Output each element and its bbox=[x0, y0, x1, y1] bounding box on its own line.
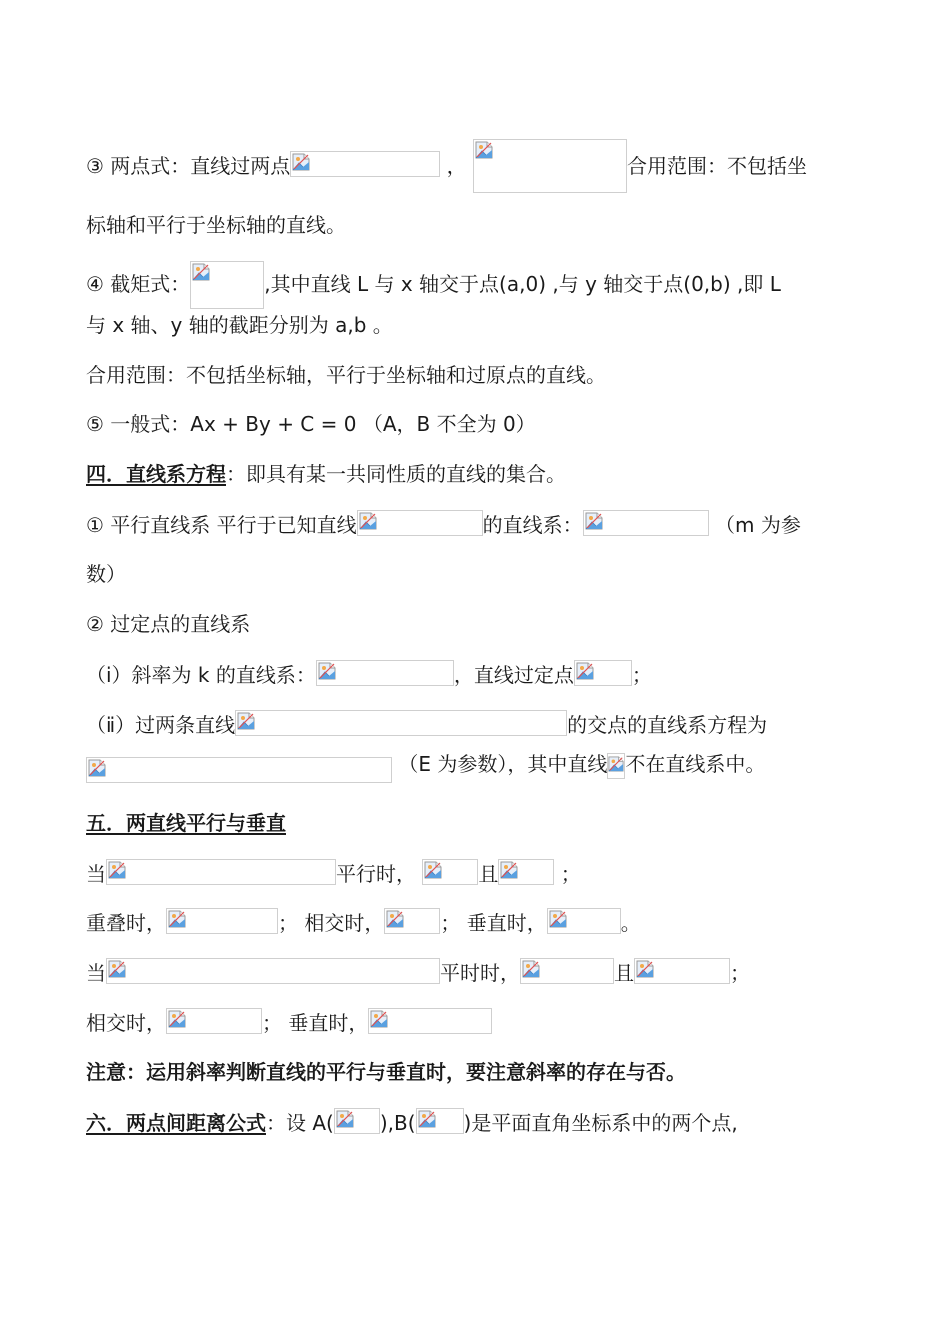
formula-image-12 bbox=[422, 859, 478, 885]
formula-image-19 bbox=[634, 958, 730, 984]
section-4-heading bbox=[86, 460, 864, 488]
period: 。 bbox=[620, 911, 641, 935]
slope-system-prefix: （ⅰ）斜率为 k 的直线系： bbox=[86, 663, 316, 687]
slope-system-end: ； bbox=[631, 663, 652, 687]
broken-image-icon bbox=[576, 662, 594, 680]
broken-image-icon bbox=[549, 910, 567, 928]
section-4-rest: ：即具有某一共同性质的直线的集合。 bbox=[226, 462, 566, 486]
broken-image-icon bbox=[108, 960, 126, 978]
broken-image-icon bbox=[370, 1010, 388, 1028]
broken-image-icon bbox=[522, 960, 540, 978]
formula-image-14 bbox=[166, 908, 278, 934]
intercept-cont: 与 x 轴、y 轴的截距分别为 a,b 。 bbox=[86, 313, 393, 337]
formula-image-6 bbox=[316, 660, 454, 686]
formula-image-5 bbox=[583, 510, 709, 536]
formula-image-23 bbox=[416, 1108, 464, 1134]
formula-image-2 bbox=[473, 139, 627, 193]
slope-system-line bbox=[86, 660, 864, 689]
parallel-system-suffix: （m 为参 bbox=[715, 513, 801, 537]
perpendicular-label: 垂直时， bbox=[466, 911, 547, 935]
intercept-prefix: ④ 截矩式： bbox=[86, 272, 191, 296]
distance-formula-line bbox=[86, 1108, 864, 1137]
note-text: 注意：运用斜率判断直线的平行与垂直时，要注意斜率的存在与否。 bbox=[86, 1060, 686, 1084]
parallel-system-prefix: ① 平行直线系 平行于已知直线 bbox=[86, 513, 357, 537]
semicolon: ； bbox=[730, 961, 750, 985]
broken-image-icon bbox=[318, 662, 336, 680]
semicolon: ； bbox=[440, 911, 461, 935]
broken-image-icon bbox=[636, 960, 654, 978]
parallel-label: 平行时， bbox=[336, 862, 416, 886]
formula-image-8 bbox=[235, 710, 567, 736]
section-4-title: 四．直线系方程 bbox=[86, 462, 226, 486]
broken-image-icon bbox=[500, 861, 518, 879]
two-point-line bbox=[86, 139, 864, 193]
intercept-range: 合用范围：不包括坐标轴，平行于坐标轴和过原点的直线。 bbox=[86, 363, 606, 387]
two-lines-end: 不在直线系中。 bbox=[625, 752, 766, 776]
broken-image-icon bbox=[292, 153, 310, 171]
broken-image-icon bbox=[359, 512, 377, 530]
broken-image-icon bbox=[475, 141, 493, 159]
broken-image-icon bbox=[386, 910, 404, 928]
broken-image-icon bbox=[168, 910, 186, 928]
two-lines-mid: （E 为参数），其中直线 bbox=[398, 752, 608, 776]
general-intersect-line bbox=[86, 1008, 864, 1037]
general-parallel-line bbox=[86, 958, 864, 987]
fixed-point-system: ② 过定点的直线系 bbox=[86, 612, 251, 636]
parallel-system-line bbox=[86, 510, 864, 539]
intercept-suffix: ,其中直线 L 与 x 轴交于点(a,0) ,与 y 轴交于点(0,b) ,即 L bbox=[264, 272, 781, 296]
broken-image-icon bbox=[424, 861, 442, 879]
comma: ， bbox=[446, 154, 467, 178]
parallel-system-cont: 数） bbox=[86, 562, 126, 586]
broken-image-icon bbox=[336, 1110, 354, 1128]
broken-image-icon bbox=[192, 263, 210, 281]
perpendicular-label: 垂直时， bbox=[288, 1011, 369, 1035]
dang-label: 当 bbox=[86, 862, 106, 886]
distance-prefix: ：设 A( bbox=[266, 1111, 334, 1135]
formula-image-22 bbox=[334, 1108, 380, 1134]
overlap-condition-line bbox=[86, 908, 864, 937]
dang-label: 当 bbox=[86, 961, 106, 985]
two-lines-system-line bbox=[86, 710, 864, 739]
qie-label: 且 bbox=[614, 961, 634, 985]
section-5-heading bbox=[86, 809, 864, 837]
intersect-label: 相交时， bbox=[304, 911, 385, 935]
broken-image-icon bbox=[88, 759, 106, 777]
formula-image-4 bbox=[357, 510, 483, 536]
section-6-title: 六．两点间距离公式 bbox=[86, 1111, 266, 1135]
semicolon: ； bbox=[560, 862, 581, 886]
parallel-system-mid: 的直线系： bbox=[482, 513, 583, 537]
qie-label: 且 bbox=[478, 862, 499, 886]
general-form: ⑤ 一般式：Ax + By + C = 0 （A，B 不全为 0） bbox=[86, 412, 536, 436]
broken-image-icon bbox=[418, 1110, 436, 1128]
distance-suffix: )是平面直角坐标系中的两个点, bbox=[463, 1111, 738, 1135]
distance-mid: ),B( bbox=[379, 1111, 416, 1135]
two-point-suffix: 合用范围：不包括坐 bbox=[627, 154, 808, 178]
two-lines-suffix: 的交点的直线系方程为 bbox=[567, 713, 768, 737]
formula-image-18 bbox=[520, 958, 614, 984]
formula-image-16 bbox=[547, 908, 621, 934]
broken-image-icon bbox=[585, 512, 603, 530]
formula-image-11 bbox=[106, 859, 336, 885]
intercept-line bbox=[86, 261, 864, 309]
broken-image-icon bbox=[168, 1010, 186, 1028]
formula-image-21 bbox=[368, 1008, 492, 1034]
formula-image-7 bbox=[574, 660, 632, 686]
semicolon: ； bbox=[262, 1011, 282, 1035]
formula-image-1 bbox=[290, 151, 440, 177]
broken-image-icon bbox=[608, 755, 626, 773]
formula-image-17 bbox=[106, 958, 440, 984]
two-point-prefix: ③ 两点式：直线过两点 bbox=[86, 154, 291, 178]
parallel-condition-line bbox=[86, 859, 864, 888]
formula-image-20 bbox=[166, 1008, 262, 1034]
two-lines-system-cont bbox=[86, 750, 864, 783]
intersect-label: 相交时， bbox=[86, 1011, 166, 1035]
semicolon: ； bbox=[278, 911, 298, 935]
two-point-cont: 标轴和平行于坐标轴的直线。 bbox=[86, 213, 346, 237]
broken-image-icon bbox=[237, 712, 255, 730]
two-lines-prefix: （ⅱ）过两条直线 bbox=[86, 713, 236, 737]
formula-image-10 bbox=[607, 753, 625, 779]
parallel-label: 平时时， bbox=[440, 961, 520, 985]
formula-image-15 bbox=[384, 908, 440, 934]
formula-image-3 bbox=[190, 261, 264, 309]
section-5-title: 五．两直线平行与垂直 bbox=[86, 811, 286, 835]
overlap-label: 重叠时， bbox=[86, 911, 166, 935]
slope-system-mid: ，直线过定点 bbox=[453, 663, 574, 687]
formula-image-9 bbox=[86, 757, 392, 783]
formula-image-13 bbox=[498, 859, 554, 885]
broken-image-icon bbox=[108, 861, 126, 879]
